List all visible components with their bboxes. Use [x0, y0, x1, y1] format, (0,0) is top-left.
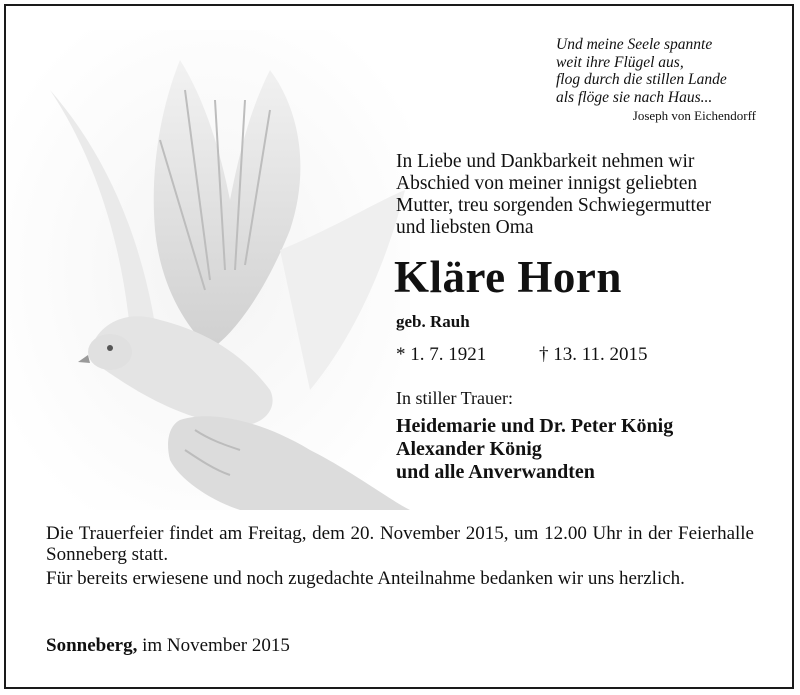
intro-line: In Liebe und Dankbarkeit nehmen wir — [396, 151, 695, 172]
mourning-heading: In stiller Trauer: — [396, 388, 513, 408]
signoff-place: Sonneberg, — [46, 635, 138, 656]
ceremony-paragraph: Die Trauerfeier findet am Freitag, dem 20. November 2015, um 12.00 Uhr in der Feierhalle Sonneberg statt. — [46, 523, 754, 565]
signoff — [46, 635, 290, 657]
quote-author: Joseph von Eichendorff — [632, 108, 756, 123]
death-date: † 13. 11. 2015 — [539, 344, 648, 365]
ceremony-text — [46, 523, 754, 592]
quote-block — [556, 36, 756, 125]
quote-line: flog durch die stillen Lande — [556, 71, 727, 88]
mourner-name: Alexander König — [396, 438, 542, 460]
mourners-list — [396, 415, 673, 484]
quote-line: Und meine Seele spannte — [556, 36, 713, 53]
intro-line: Mutter, treu sorgenden Schwiegermutter — [396, 195, 712, 216]
maiden-name: geb. Rauh — [396, 312, 470, 331]
intro-line: Abschied von meiner innigst geliebten — [396, 173, 698, 194]
life-dates — [396, 344, 756, 366]
birth-date: * 1. 7. 1921 — [396, 344, 487, 365]
mourner-name: Heidemarie und Dr. Peter König — [396, 415, 674, 437]
signoff-date: im November 2015 — [142, 635, 290, 656]
quote-line: weit ihre Flügel aus, — [556, 53, 684, 71]
intro-text — [396, 151, 756, 239]
mourner-name: und alle Anverwandten — [396, 461, 595, 483]
dove-image — [10, 30, 410, 510]
deceased-name: Kläre Horn — [394, 252, 622, 302]
intro-line: und liebsten Oma — [396, 217, 534, 238]
thanks-paragraph: Für bereits erwiesene und noch zugedachte Anteilnahme bedanken wir uns herzlich. — [46, 568, 685, 589]
quote-line: als flöge sie nach Haus... — [556, 88, 713, 106]
